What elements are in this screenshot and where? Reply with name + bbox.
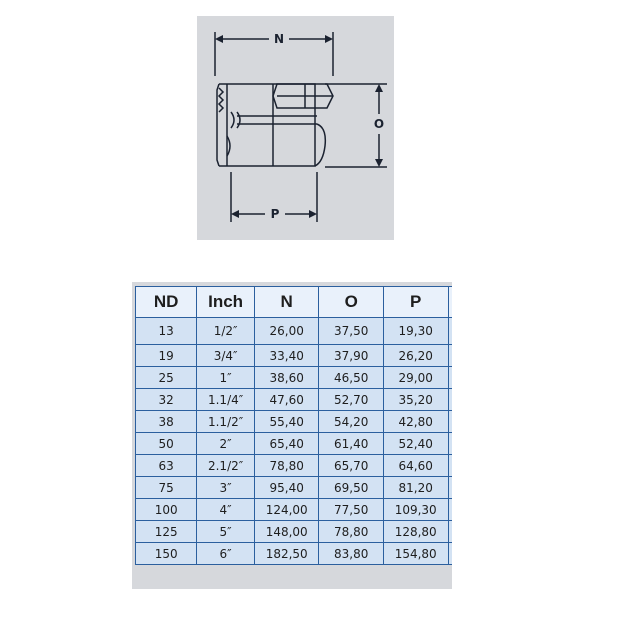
- table-body: [136, 318, 453, 565]
- table-row: [136, 499, 453, 521]
- cell-inch: 6″: [197, 543, 255, 565]
- cell-n: 124,00: [254, 499, 319, 521]
- cell-n: 65,40: [254, 433, 319, 455]
- cell-p: 19,30: [383, 318, 448, 345]
- cell-n: 26,00: [254, 318, 319, 345]
- table-row: [136, 543, 453, 565]
- thread-teeth: [219, 88, 223, 112]
- fitting-body: [217, 84, 333, 166]
- table-edge-cell: [448, 433, 452, 455]
- table-header-row: [136, 287, 453, 318]
- table-edge-cell: [448, 318, 452, 345]
- cell-nd: 75: [136, 477, 197, 499]
- cell-p: 42,80: [383, 411, 448, 433]
- cell-n: 95,40: [254, 477, 319, 499]
- cell-o: 52,70: [319, 389, 383, 411]
- table-row: [136, 345, 453, 367]
- cell-n: 78,80: [254, 455, 319, 477]
- cell-inch: 1″: [197, 367, 255, 389]
- dimension-arrowheads: [215, 35, 383, 218]
- cell-nd: 100: [136, 499, 197, 521]
- table-row: [136, 367, 453, 389]
- table-edge-cell: [448, 389, 452, 411]
- cell-o: 65,70: [319, 455, 383, 477]
- dimension-label-n: N: [273, 32, 285, 46]
- cell-inch: 1.1/4″: [197, 389, 255, 411]
- table-row: [136, 389, 453, 411]
- table-edge-cell: [448, 455, 452, 477]
- column-header-inch: Inch: [197, 287, 255, 318]
- cell-nd: 150: [136, 543, 197, 565]
- table-edge-cell: [448, 367, 452, 389]
- cell-p: 29,00: [383, 367, 448, 389]
- table-edge-cell: [448, 543, 452, 565]
- cell-nd: 13: [136, 318, 197, 345]
- cell-n: 33,40: [254, 345, 319, 367]
- dimensions-table: [135, 286, 452, 565]
- table-row: [136, 455, 453, 477]
- table-edge-cell: [448, 499, 452, 521]
- cell-o: 61,40: [319, 433, 383, 455]
- cell-n: 55,40: [254, 411, 319, 433]
- dimension-label-o: O: [373, 117, 385, 131]
- column-header-nd: ND: [136, 287, 197, 318]
- column-header-p: P: [383, 287, 448, 318]
- fitting-drawing-svg: [197, 16, 394, 240]
- cell-nd: 38: [136, 411, 197, 433]
- cell-n: 182,50: [254, 543, 319, 565]
- cell-nd: 50: [136, 433, 197, 455]
- table-row: [136, 318, 453, 345]
- cell-nd: 32: [136, 389, 197, 411]
- column-header-o: O: [319, 287, 383, 318]
- cell-inch: 4″: [197, 499, 255, 521]
- cell-inch: 3″: [197, 477, 255, 499]
- cell-nd: 125: [136, 521, 197, 543]
- cell-p: 64,60: [383, 455, 448, 477]
- dimensions-table-panel: [132, 282, 452, 589]
- cell-inch: 5″: [197, 521, 255, 543]
- table-row: [136, 411, 453, 433]
- column-header-n: N: [254, 287, 319, 318]
- table-row: [136, 477, 453, 499]
- cell-o: 37,50: [319, 318, 383, 345]
- cell-n: 148,00: [254, 521, 319, 543]
- table-row: [136, 433, 453, 455]
- cell-p: 35,20: [383, 389, 448, 411]
- cell-inch: 1.1/2″: [197, 411, 255, 433]
- cell-inch: 1/2″: [197, 318, 255, 345]
- cell-p: 109,30: [383, 499, 448, 521]
- cell-o: 37,90: [319, 345, 383, 367]
- cell-nd: 63: [136, 455, 197, 477]
- table-edge-cell: [448, 345, 452, 367]
- cell-inch: 3/4″: [197, 345, 255, 367]
- cell-n: 38,60: [254, 367, 319, 389]
- dimension-label-p: P: [270, 207, 280, 221]
- cell-o: 69,50: [319, 477, 383, 499]
- table-edge-cell: [448, 477, 452, 499]
- cell-o: 83,80: [319, 543, 383, 565]
- table-edge-cell: [448, 521, 452, 543]
- cell-inch: 2.1/2″: [197, 455, 255, 477]
- cell-o: 77,50: [319, 499, 383, 521]
- cell-p: 154,80: [383, 543, 448, 565]
- cell-n: 47,60: [254, 389, 319, 411]
- cell-p: 128,80: [383, 521, 448, 543]
- table-edge-cell: [448, 287, 452, 318]
- cell-p: 81,20: [383, 477, 448, 499]
- fitting-technical-drawing: [197, 16, 394, 240]
- table-row: [136, 521, 453, 543]
- cell-inch: 2″: [197, 433, 255, 455]
- cell-o: 78,80: [319, 521, 383, 543]
- cell-o: 46,50: [319, 367, 383, 389]
- table-edge-cell: [448, 411, 452, 433]
- cell-nd: 19: [136, 345, 197, 367]
- cell-nd: 25: [136, 367, 197, 389]
- cell-p: 52,40: [383, 433, 448, 455]
- cell-o: 54,20: [319, 411, 383, 433]
- cell-p: 26,20: [383, 345, 448, 367]
